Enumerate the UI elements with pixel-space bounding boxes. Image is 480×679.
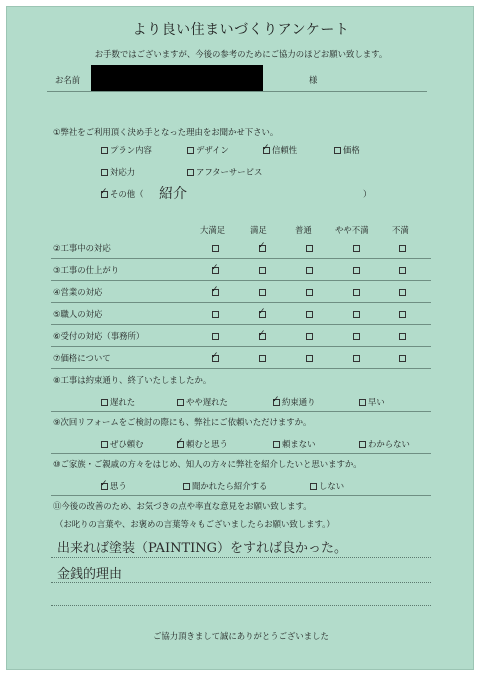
rating-col-dissatisfied: 不満 (392, 225, 409, 235)
q11-note: （お叱りの言葉や、お褒めの言葉等々もございましたらお願い致します。） (55, 519, 335, 529)
rating-row-label: ③工事の仕上がり (53, 265, 120, 275)
q1-checkbox-plan[interactable] (101, 147, 108, 154)
q9-option-unsure: わからない (368, 439, 410, 449)
check-mark-icon: ✓ (176, 437, 184, 447)
rating-col-very-satisfied: 大満足 (200, 225, 226, 235)
rating-checkbox[interactable] (212, 333, 219, 340)
survey-sheet (6, 6, 474, 670)
name-label: お名前 (55, 75, 81, 85)
q1-option-trust: 信頼性 (272, 145, 298, 155)
check-mark-icon: ✓ (100, 187, 108, 197)
rating-checkbox[interactable] (306, 311, 313, 318)
row-divider (51, 280, 431, 281)
rating-checkbox[interactable] (353, 333, 360, 340)
q10-option-no: しない (319, 481, 345, 491)
check-mark-icon: ✓ (258, 241, 266, 251)
q11-answer-line1: 出来れば塗装（PAINTING）をすれば良かった。 (57, 541, 348, 556)
rating-checkbox[interactable] (353, 355, 360, 362)
q11-answer-line2: 金銭的理由 (57, 567, 123, 582)
rating-col-neutral: 普通 (295, 225, 312, 235)
redacted-name (91, 65, 263, 91)
name-underline (47, 91, 427, 92)
rating-col-satisfied: 満足 (250, 225, 267, 235)
rating-checkbox[interactable] (353, 289, 360, 296)
rating-checkbox[interactable] (399, 289, 406, 296)
rating-checkbox[interactable] (399, 245, 406, 252)
q1-option-plan: プラン内容 (110, 145, 152, 155)
q9-checkbox-unsure[interactable] (359, 441, 366, 448)
q10-checkbox-no[interactable] (310, 483, 317, 490)
rating-checkbox[interactable] (212, 311, 219, 318)
q9-question: ⑨次回リフォームをご検討の際にも、弊社にご依頼いただけますか。 (53, 417, 312, 427)
check-mark-icon: ✓ (211, 351, 219, 361)
q8-checkbox-slightly-late[interactable] (177, 399, 184, 406)
q8-question: ⑧工事は約束通り、終了いたしましたか。 (53, 375, 212, 385)
q9-option-probably: 頼むと思う (186, 439, 228, 449)
row-divider (51, 495, 431, 496)
q1-other-close: ） (363, 189, 372, 199)
rating-row-label: ④営業の対応 (53, 287, 103, 297)
answer-line (51, 557, 431, 558)
q1-option-response: 対応力 (110, 167, 136, 177)
rating-checkbox[interactable] (259, 355, 266, 362)
rating-checkbox[interactable] (306, 289, 313, 296)
q1-checkbox-design[interactable] (187, 147, 194, 154)
q9-checkbox-definitely[interactable] (101, 441, 108, 448)
q1-checkbox-response[interactable] (101, 169, 108, 176)
q10-checkbox-if-asked[interactable] (183, 483, 190, 490)
q1-question: ①弊社をご利用頂く決め手となった理由をお聞かせ下さい。 (53, 127, 279, 137)
rating-checkbox[interactable] (306, 355, 313, 362)
q8-option-early: 早い (368, 397, 385, 407)
rating-row-label: ⑤職人の対応 (53, 309, 103, 319)
rating-row-label: ②工事中の対応 (53, 243, 111, 253)
row-divider (51, 368, 431, 369)
check-mark-icon: ✓ (211, 263, 219, 273)
rating-checkbox[interactable] (399, 333, 406, 340)
q8-option-late: 遅れた (110, 397, 136, 407)
honorific-label: 様 (309, 75, 318, 85)
rating-checkbox[interactable] (399, 355, 406, 362)
q10-option-yes: 思う (110, 481, 127, 491)
q1-option-design: デザイン (196, 145, 229, 155)
row-divider (51, 258, 431, 259)
q10-question: ⑩ご家族・ご親戚の方々をはじめ、知人の方々に弊社を紹介したいと思いますか。 (53, 459, 362, 469)
rating-checkbox[interactable] (306, 267, 313, 274)
q9-checkbox-no[interactable] (273, 441, 280, 448)
q1-checkbox-aftercare[interactable] (187, 169, 194, 176)
row-divider (51, 346, 431, 347)
q1-option-price: 価格 (343, 145, 360, 155)
rating-checkbox[interactable] (259, 267, 266, 274)
rating-row-label: ⑦価格について (53, 353, 111, 363)
q8-option-on-time: 約束通り (282, 397, 316, 407)
rating-checkbox[interactable] (306, 245, 313, 252)
row-divider (51, 302, 431, 303)
check-mark-icon: ✓ (211, 285, 219, 295)
q8-checkbox-late[interactable] (101, 399, 108, 406)
rating-checkbox[interactable] (353, 267, 360, 274)
rating-checkbox[interactable] (306, 333, 313, 340)
rating-row-label: ⑥受付の対応（事務所） (53, 331, 145, 341)
q11-question: ⑪今後の改善のため、お気づきの点や率直な意見をお願い致します。 (53, 501, 312, 511)
q1-option-aftercare: アフターサービス (196, 167, 263, 177)
survey-title: より良い住まいづくりアンケート (132, 22, 350, 38)
rating-checkbox[interactable] (259, 289, 266, 296)
rating-checkbox[interactable] (353, 311, 360, 318)
row-divider (51, 453, 431, 454)
q1-other-answer: 紹介 (159, 186, 187, 202)
q1-option-other: その他（ (110, 189, 144, 199)
check-mark-icon: ✓ (262, 143, 270, 153)
q9-option-definitely: ぜひ頼む (110, 439, 144, 449)
row-divider (51, 324, 431, 325)
survey-subtitle: お手数ではございますが、今後の参考のためにご協力のほどお願い致します。 (94, 49, 388, 59)
check-mark-icon: ✓ (100, 479, 108, 489)
q10-option-if-asked: 聞かれたら紹介する (192, 481, 268, 491)
rating-col-somewhat-dissatisfied: やや不満 (335, 225, 369, 235)
rating-checkbox[interactable] (353, 245, 360, 252)
footer-thanks: ご協力頂きまして誠にありがとうございました (153, 631, 329, 641)
check-mark-icon: ✓ (258, 307, 266, 317)
q8-checkbox-early[interactable] (359, 399, 366, 406)
rating-checkbox[interactable] (399, 311, 406, 318)
q8-option-slightly-late: やや遅れた (186, 397, 228, 407)
row-divider (51, 411, 431, 412)
q1-checkbox-price[interactable] (334, 147, 341, 154)
rating-checkbox[interactable] (399, 267, 406, 274)
check-mark-icon: ✓ (258, 329, 266, 339)
q9-option-no: 頼まない (282, 439, 316, 449)
answer-line (51, 582, 431, 583)
answer-line (51, 605, 431, 606)
check-mark-icon: ✓ (272, 395, 280, 405)
rating-checkbox[interactable] (212, 245, 219, 252)
